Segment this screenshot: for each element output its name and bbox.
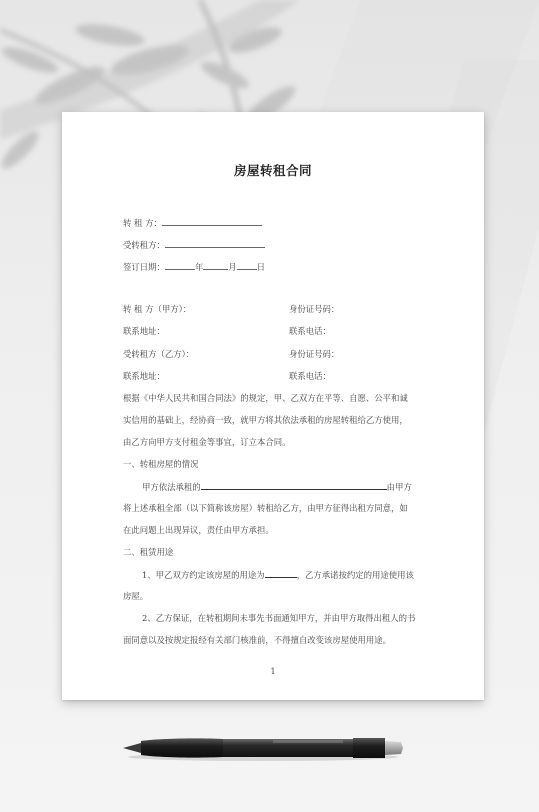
- section-2-heading: 二、租赁用途: [123, 547, 174, 557]
- party-b-label: 受转租方（乙方）：: [123, 349, 195, 359]
- section-2-item-2-line-1: 2、乙方保证，在转租期间未事先书面通知甲方，并由甲方取得出租人的书: [142, 613, 416, 623]
- party-a-label: 转 租 方（甲方）：: [123, 304, 192, 314]
- intro-line-3: 由乙方向甲方支付租金等事宜，订立本合同。: [123, 437, 291, 447]
- intro-line-1: 根据《中华人民共和国合同法》的规定，甲、乙双方在平等、自愿、公平和诚: [123, 393, 408, 403]
- field-lessor: 转 租 方：: [123, 216, 262, 229]
- party-a-phone-label: 联系电话：: [289, 326, 331, 336]
- party-b-id-label: 身份证号码：: [289, 349, 340, 359]
- party-b-phone-label: 联系电话：: [289, 371, 331, 381]
- blank-line: [265, 568, 297, 578]
- document-title: 房屋转租合同: [233, 163, 312, 178]
- intro-line-2: 实信用的基础上，经协商一致，就甲方将其依法承租的房屋转租给乙方使用，: [123, 415, 408, 425]
- party-a-address-label: 联系地址：: [123, 326, 165, 336]
- party-a-id-label: 身份证号码：: [289, 304, 340, 314]
- field-lessee: 受转租方：: [123, 238, 265, 251]
- blank-line: [201, 480, 387, 490]
- pen-icon: [123, 733, 408, 763]
- party-b-address-label: 联系地址：: [123, 371, 165, 381]
- section-1-line-3: 在此问题上出现异议，责任由甲方承担。: [123, 525, 274, 535]
- blank-line: [165, 238, 265, 248]
- field-sign-date: 签订日期： 年 月 日: [123, 262, 265, 272]
- section-1-line-1: 甲方依法承租的 由甲方: [142, 482, 412, 492]
- section-1-line-2: 将上述承租全部（以下简称该房屋）转租给乙方，由甲方征得出租方同意，如: [123, 503, 408, 513]
- section-1-heading: 一、转租房屋的情况: [123, 459, 199, 469]
- section-2-item-1: 1、甲乙双方约定该房屋的用途为 ，乙方承诺按约定的用途使用该: [142, 570, 414, 580]
- contract-page: [62, 112, 484, 700]
- page-number: 1: [270, 667, 276, 676]
- section-2-item-2-line-2: 面同意以及按规定报经有关部门核准前，不得擅自改变该房屋使用用途。: [123, 635, 391, 645]
- blank-line: [162, 216, 262, 226]
- section-2-item-1-line-2: 房屋。: [123, 591, 149, 601]
